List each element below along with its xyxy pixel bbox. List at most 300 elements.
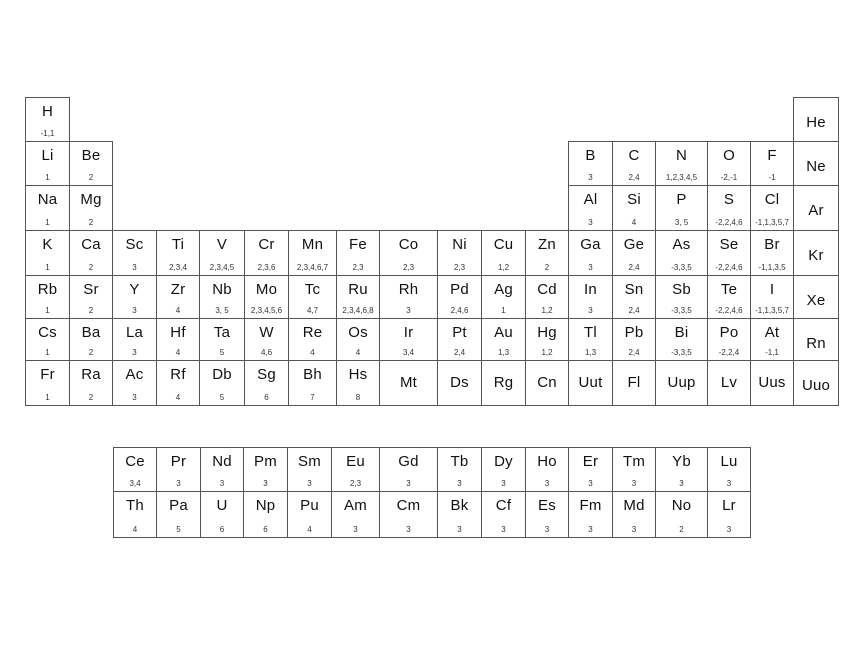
element-symbol: Hf xyxy=(170,324,186,341)
element-symbol: He xyxy=(806,114,826,131)
element-cell-n xyxy=(655,141,708,186)
element-cell-cd xyxy=(525,275,569,319)
element-cell-rh xyxy=(379,275,438,319)
element-symbol: Re xyxy=(302,324,323,341)
element-cell-cr xyxy=(244,230,289,276)
element-symbol: Cu xyxy=(493,236,514,253)
element-cell-mt xyxy=(379,360,438,406)
oxidation-states: 3 xyxy=(588,263,593,272)
oxidation-states: -2,2,4,6 xyxy=(715,263,743,272)
oxidation-states: 2 xyxy=(88,263,94,272)
element-symbol: O xyxy=(723,147,735,164)
element-cell-y xyxy=(112,275,157,319)
oxidation-states: 3 xyxy=(726,525,732,534)
element-symbol: Zr xyxy=(170,281,186,298)
oxidation-states: 3 xyxy=(544,479,550,488)
element-symbol: Fl xyxy=(627,374,641,391)
element-cell-sr xyxy=(69,275,113,319)
oxidation-states: 5 xyxy=(176,525,181,534)
element-symbol: Md xyxy=(623,497,645,514)
element-symbol: Pm xyxy=(254,453,277,470)
element-cell-zr xyxy=(156,275,200,319)
oxidation-states: 2 xyxy=(88,306,94,315)
oxidation-states: 1 xyxy=(45,393,50,402)
element-cell-sb xyxy=(655,275,708,319)
element-cell-ce xyxy=(113,447,157,492)
element-symbol: Cr xyxy=(258,236,275,253)
element-symbol: In xyxy=(584,281,597,298)
oxidation-states: 2 xyxy=(88,218,94,227)
element-symbol: Sm xyxy=(298,453,321,470)
oxidation-states: 3 xyxy=(679,479,684,488)
element-cell-lr xyxy=(707,491,751,538)
element-symbol: Th xyxy=(126,497,144,514)
oxidation-states: 8 xyxy=(355,393,361,402)
element-cell-cn xyxy=(525,360,569,406)
element-symbol: Uuo xyxy=(801,377,831,394)
element-cell-cu xyxy=(481,230,526,276)
oxidation-states: 2,3,4,5,6 xyxy=(250,306,283,315)
element-cell-xe xyxy=(793,275,839,319)
element-symbol: Mt xyxy=(399,374,418,391)
oxidation-states: 2,3 xyxy=(453,263,466,272)
element-symbol: Cm xyxy=(396,497,421,514)
element-cell-er xyxy=(568,447,613,492)
oxidation-states: 5 xyxy=(219,348,225,357)
element-cell-h xyxy=(25,97,70,142)
element-symbol: N xyxy=(675,147,688,164)
element-symbol: Br xyxy=(764,236,780,253)
element-symbol: Pr xyxy=(170,453,187,470)
element-cell-ta xyxy=(199,318,245,361)
element-cell-hg xyxy=(525,318,569,361)
oxidation-states: 2 xyxy=(88,173,94,182)
element-cell-li xyxy=(25,141,70,186)
oxidation-states: 2,4 xyxy=(628,263,640,272)
element-symbol: As xyxy=(672,236,691,253)
element-cell-ag xyxy=(481,275,526,319)
oxidation-states: 4,6 xyxy=(260,348,273,357)
element-cell-tm xyxy=(612,447,656,492)
element-cell-u xyxy=(200,491,244,538)
element-symbol: Cs xyxy=(38,324,57,341)
oxidation-states: -3,3,5 xyxy=(671,348,692,357)
element-symbol: Uut xyxy=(578,374,603,391)
element-cell-br xyxy=(750,230,794,276)
oxidation-states: 2,4 xyxy=(628,348,640,357)
oxidation-states: 2 xyxy=(679,525,684,534)
element-symbol: Rf xyxy=(170,366,186,383)
element-cell-ne xyxy=(793,141,839,186)
element-symbol: No xyxy=(671,497,692,514)
element-symbol: Kr xyxy=(808,247,824,264)
element-cell-as xyxy=(655,230,708,276)
oxidation-states: -2,-1 xyxy=(720,173,738,182)
element-symbol: Yb xyxy=(672,453,691,470)
oxidation-states: 4 xyxy=(132,525,138,534)
element-symbol: Zn xyxy=(538,236,556,253)
element-cell-ar xyxy=(793,185,839,231)
oxidation-states: 6 xyxy=(219,525,225,534)
element-symbol: Lu xyxy=(720,453,738,470)
oxidation-states: 6 xyxy=(263,525,268,534)
element-symbol: Ce xyxy=(125,453,145,470)
oxidation-states: 3 xyxy=(457,479,462,488)
oxidation-states: 1,2,3,4,5 xyxy=(665,173,698,182)
oxidation-states: 3 xyxy=(132,263,137,272)
element-cell-tl xyxy=(568,318,613,361)
element-symbol: Cf xyxy=(495,497,512,514)
element-symbol: Tm xyxy=(622,453,646,470)
element-symbol: Es xyxy=(538,497,556,514)
element-cell-pd xyxy=(437,275,482,319)
element-cell-mg xyxy=(69,185,113,231)
oxidation-states: 3 xyxy=(588,218,593,227)
element-symbol: Ho xyxy=(537,453,557,470)
element-symbol: Ti xyxy=(171,236,185,253)
oxidation-states: -1 xyxy=(768,173,776,182)
element-symbol: Po xyxy=(719,324,739,341)
oxidation-states: -2,2,4 xyxy=(718,348,740,357)
element-cell-es xyxy=(525,491,569,538)
element-symbol: B xyxy=(585,147,596,164)
element-cell-uup xyxy=(655,360,708,406)
element-symbol: Mo xyxy=(255,281,278,298)
element-symbol: P xyxy=(676,191,687,208)
element-cell-db xyxy=(199,360,245,406)
element-cell-os xyxy=(336,318,380,361)
element-cell-fr xyxy=(25,360,70,406)
oxidation-states: 4 xyxy=(307,525,312,534)
element-cell-md xyxy=(612,491,656,538)
element-cell-rb xyxy=(25,275,70,319)
element-cell-rn xyxy=(793,318,839,361)
element-cell-pr xyxy=(156,447,201,492)
element-symbol: K xyxy=(42,236,53,253)
oxidation-states: 3 xyxy=(588,479,593,488)
element-cell-c xyxy=(612,141,656,186)
oxidation-states: 2 xyxy=(544,263,550,272)
element-cell-nd xyxy=(200,447,244,492)
element-symbol: S xyxy=(723,191,735,208)
oxidation-states: 3 xyxy=(544,525,550,534)
element-cell-ir xyxy=(379,318,438,361)
element-symbol: I xyxy=(769,281,775,298)
oxidation-states: 1 xyxy=(45,348,50,357)
element-symbol: U xyxy=(216,497,228,514)
oxidation-states: 1,2 xyxy=(497,263,510,272)
element-cell-fm xyxy=(568,491,613,538)
element-symbol: Os xyxy=(348,324,368,341)
element-cell-nb xyxy=(199,275,245,319)
element-symbol: Ba xyxy=(81,324,101,341)
element-cell-ho xyxy=(525,447,569,492)
element-cell-in xyxy=(568,275,613,319)
element-symbol: Sb xyxy=(672,281,691,298)
element-cell-ti xyxy=(156,230,200,276)
element-cell-i xyxy=(750,275,794,319)
oxidation-states: 4 xyxy=(310,348,315,357)
oxidation-states: 2,3 xyxy=(352,263,364,272)
element-cell-cs xyxy=(25,318,70,361)
element-symbol: Am xyxy=(344,497,367,514)
oxidation-states: 2,4 xyxy=(628,173,640,182)
element-cell-ni xyxy=(437,230,482,276)
element-symbol: Si xyxy=(627,191,641,208)
element-cell-gd xyxy=(379,447,438,492)
oxidation-states: 3, 5 xyxy=(674,218,689,227)
element-symbol: Se xyxy=(719,236,739,253)
oxidation-states: 3 xyxy=(406,479,411,488)
element-cell-lu xyxy=(707,447,751,492)
element-symbol: Ac xyxy=(125,366,144,383)
element-cell-sc xyxy=(112,230,157,276)
element-symbol: Rh xyxy=(398,281,419,298)
oxidation-states: 2,3 xyxy=(349,479,362,488)
element-symbol: Dy xyxy=(494,453,513,470)
oxidation-states: 3 xyxy=(501,479,506,488)
element-symbol: Bi xyxy=(674,324,689,341)
oxidation-states: 7 xyxy=(310,393,315,402)
oxidation-states: 3 xyxy=(501,525,506,534)
oxidation-states: 1,3 xyxy=(497,348,510,357)
oxidation-states: 4 xyxy=(175,306,181,315)
oxidation-states: 3 xyxy=(726,479,732,488)
element-cell-sm xyxy=(287,447,332,492)
element-cell-pm xyxy=(243,447,288,492)
element-cell-cm xyxy=(379,491,438,538)
element-cell-yb xyxy=(655,447,708,492)
element-cell-ga xyxy=(568,230,613,276)
element-symbol: Fe xyxy=(349,236,367,253)
element-symbol: Gd xyxy=(398,453,419,470)
element-symbol: C xyxy=(628,147,640,164)
element-symbol: V xyxy=(216,236,228,253)
element-cell-bh xyxy=(288,360,337,406)
element-cell-kr xyxy=(793,230,839,276)
element-cell-np xyxy=(243,491,288,538)
oxidation-states: 3 xyxy=(307,479,312,488)
element-cell-rg xyxy=(481,360,526,406)
element-cell-o xyxy=(707,141,751,186)
element-symbol: Mg xyxy=(80,191,102,208)
element-symbol: Rb xyxy=(37,281,58,298)
element-symbol: F xyxy=(767,147,777,164)
element-symbol: Lr xyxy=(722,497,736,514)
element-cell-co xyxy=(379,230,438,276)
element-cell-fe xyxy=(336,230,380,276)
oxidation-states: 2,3 xyxy=(402,263,415,272)
oxidation-states: -1,1,3,5,7 xyxy=(755,306,789,315)
oxidation-states: 4 xyxy=(631,218,637,227)
element-symbol: Sc xyxy=(125,236,144,253)
element-symbol: Rg xyxy=(493,374,514,391)
oxidation-states: 1 xyxy=(45,173,50,182)
element-symbol: Ni xyxy=(452,236,467,253)
oxidation-states: 3 xyxy=(132,348,137,357)
element-symbol: Sn xyxy=(624,281,644,298)
oxidation-states: -1,1 xyxy=(765,348,779,357)
element-symbol: Pa xyxy=(169,497,188,514)
oxidation-states: 2 xyxy=(88,348,94,357)
oxidation-states: 3 xyxy=(132,393,137,402)
element-symbol: Xe xyxy=(806,292,826,309)
element-symbol: Ar xyxy=(808,202,824,219)
element-cell-uus xyxy=(750,360,794,406)
oxidation-states: 3 xyxy=(406,306,411,315)
oxidation-states: 4 xyxy=(175,348,181,357)
element-symbol: Te xyxy=(720,281,738,298)
element-cell-na xyxy=(25,185,70,231)
element-cell-eu xyxy=(331,447,380,492)
element-symbol: Cn xyxy=(537,374,557,391)
element-cell-hf xyxy=(156,318,200,361)
oxidation-states: -1,1 xyxy=(40,129,55,138)
element-symbol: Co xyxy=(398,236,419,253)
element-cell-cf xyxy=(481,491,526,538)
oxidation-states: 3, 5 xyxy=(215,306,229,315)
element-cell-fl xyxy=(612,360,656,406)
element-symbol: Sr xyxy=(83,281,99,298)
element-cell-tc xyxy=(288,275,337,319)
element-symbol: Nb xyxy=(212,281,232,298)
oxidation-states: -1,1,3,5 xyxy=(758,263,786,272)
oxidation-states: 3 xyxy=(588,306,593,315)
element-cell-am xyxy=(331,491,380,538)
oxidation-states: 3,4 xyxy=(129,479,141,488)
element-symbol: Ta xyxy=(213,324,231,341)
element-cell-te xyxy=(707,275,751,319)
element-cell-bk xyxy=(437,491,482,538)
element-symbol: Ca xyxy=(81,236,101,253)
oxidation-states: 3 xyxy=(132,306,137,315)
oxidation-states: 2,3,4,6,8 xyxy=(342,306,374,315)
oxidation-states: 2,4,6 xyxy=(450,306,469,315)
oxidation-states: 1,2 xyxy=(541,348,553,357)
element-cell-zn xyxy=(525,230,569,276)
element-cell-lv xyxy=(707,360,751,406)
element-symbol: Pt xyxy=(452,324,467,341)
element-cell-ds xyxy=(437,360,482,406)
element-symbol: Ru xyxy=(348,281,368,298)
element-cell-ba xyxy=(69,318,113,361)
element-symbol: Al xyxy=(583,191,598,208)
element-symbol: Cd xyxy=(537,281,557,298)
element-symbol: Pb xyxy=(624,324,644,341)
element-cell-be xyxy=(69,141,113,186)
element-cell-tb xyxy=(437,447,482,492)
element-cell-ra xyxy=(69,360,113,406)
element-symbol: La xyxy=(125,324,144,341)
element-cell-uuo xyxy=(793,360,839,406)
oxidation-states: 3 xyxy=(353,525,358,534)
element-cell-sn xyxy=(612,275,656,319)
oxidation-states: 2,3,6 xyxy=(257,263,276,272)
element-cell-la xyxy=(112,318,157,361)
oxidation-states: -2,2,4,6 xyxy=(715,306,743,315)
element-symbol: Bk xyxy=(450,497,469,514)
element-cell-pb xyxy=(612,318,656,361)
oxidation-states: 3 xyxy=(457,525,462,534)
element-cell-sg xyxy=(244,360,289,406)
oxidation-states: -2,2,4,6 xyxy=(715,218,743,227)
oxidation-states: 3 xyxy=(219,479,225,488)
element-symbol: Hg xyxy=(537,324,557,341)
element-symbol: Ra xyxy=(81,366,101,383)
element-cell-mn xyxy=(288,230,337,276)
element-symbol: Uus xyxy=(758,374,786,391)
oxidation-states: 3,4 xyxy=(402,348,415,357)
element-cell-dy xyxy=(481,447,526,492)
element-cell-s xyxy=(707,185,751,231)
oxidation-states: 4 xyxy=(175,393,181,402)
element-cell-pu xyxy=(287,491,332,538)
element-symbol: Ir xyxy=(403,324,414,341)
element-symbol: Na xyxy=(37,191,58,208)
oxidation-states: 4,7 xyxy=(306,306,319,315)
element-symbol: Ne xyxy=(806,158,826,175)
element-symbol: Lv xyxy=(720,374,738,391)
element-symbol: Nd xyxy=(212,453,232,470)
element-symbol: Be xyxy=(81,147,101,164)
element-cell-al xyxy=(568,185,613,231)
oxidation-states: -3,3,5 xyxy=(671,306,692,315)
element-cell-at xyxy=(750,318,794,361)
element-cell-bi xyxy=(655,318,708,361)
element-symbol: Pd xyxy=(450,281,469,298)
element-symbol: Ds xyxy=(450,374,469,391)
oxidation-states: 1,2 xyxy=(541,306,553,315)
oxidation-states: 1,3 xyxy=(584,348,597,357)
oxidation-states: 1 xyxy=(45,263,50,272)
element-symbol: Pu xyxy=(300,497,319,514)
element-symbol: Hs xyxy=(348,366,368,383)
element-symbol: Eu xyxy=(346,453,365,470)
element-symbol: Fr xyxy=(40,366,55,383)
element-cell-no xyxy=(655,491,708,538)
element-symbol: Er xyxy=(582,453,599,470)
oxidation-states: 2,3,4,6,7 xyxy=(296,263,329,272)
element-cell-ge xyxy=(612,230,656,276)
element-cell-pa xyxy=(156,491,201,538)
element-cell-uut xyxy=(568,360,613,406)
oxidation-states: 1 xyxy=(501,306,506,315)
element-cell-ca xyxy=(69,230,113,276)
oxidation-states: 3 xyxy=(263,479,268,488)
oxidation-states: -3,3,5 xyxy=(671,263,692,272)
element-symbol: Tb xyxy=(450,453,469,470)
element-cell-hs xyxy=(336,360,380,406)
element-symbol: Li xyxy=(41,147,54,164)
element-cell-he xyxy=(793,97,839,142)
element-symbol: Cl xyxy=(764,191,780,208)
element-symbol: At xyxy=(764,324,780,341)
element-symbol: Db xyxy=(212,366,232,383)
element-cell-w xyxy=(244,318,289,361)
element-symbol: Uup xyxy=(667,374,696,391)
oxidation-states: 3 xyxy=(588,525,593,534)
oxidation-states: 1 xyxy=(45,218,50,227)
element-cell-ru xyxy=(336,275,380,319)
element-cell-k xyxy=(25,230,70,276)
element-symbol: Ga xyxy=(580,236,601,253)
oxidation-states: 2,4 xyxy=(628,306,640,315)
element-symbol: Ge xyxy=(623,236,645,253)
element-symbol: Sg xyxy=(257,366,276,383)
oxidation-states: 6 xyxy=(264,393,269,402)
element-symbol: Bh xyxy=(303,366,322,383)
oxidation-states: 2,4 xyxy=(453,348,466,357)
